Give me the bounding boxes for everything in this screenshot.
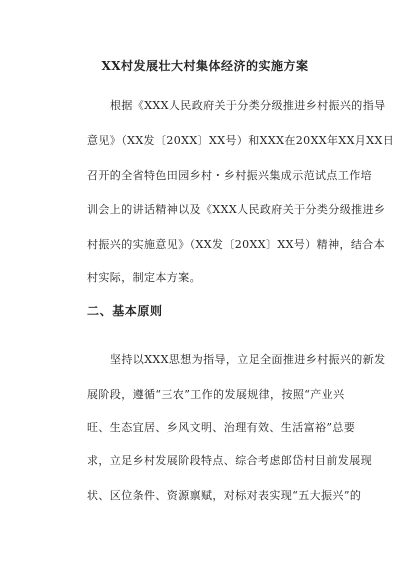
- principles-paragraph-line: 旺、生态宜居、乡风文明、治理有效、生活富裕”总要: [87, 421, 356, 434]
- intro-paragraph-line: 村实际，制定本方案。: [87, 271, 201, 284]
- intro-paragraph-line: 意见》（XX发〔20XX〕XX号）和XXX在20XX年XX月XX日: [87, 134, 395, 147]
- principles-paragraph-line: 状、区位条件、资源禀赋，对标对表实现“五大振兴”的: [87, 489, 362, 502]
- intro-paragraph-line: 根据《XXX人民政府关于分类分级推进乡村振兴的指导: [110, 99, 386, 112]
- principles-paragraph-line: 坚持以XXX思想为指导，立足全面推进乡村振兴的新发: [110, 353, 386, 366]
- principles-paragraph-line: 展阶段，遵循“三农”工作的发展规律，按照“产业兴: [87, 388, 345, 401]
- intro-paragraph-line: 村振兴的实施意见》（XX发〔20XX〕XX号）精神，结合本: [87, 238, 386, 251]
- document-title: XX村发展壮大村集体经济的实施方案: [101, 59, 309, 73]
- section-heading: 二、基本原则: [87, 304, 163, 318]
- intro-paragraph-line: 训会上的讲话精神以及《XXX人民政府关于分类分级推进乡: [87, 203, 386, 216]
- intro-paragraph-line: 召开的全省特色田园乡村・乡村振兴集成示范试点工作培: [87, 169, 372, 182]
- principles-paragraph-line: 求，立足乡村发展阶段特点、综合考虑郎岱村目前发展现: [87, 454, 372, 467]
